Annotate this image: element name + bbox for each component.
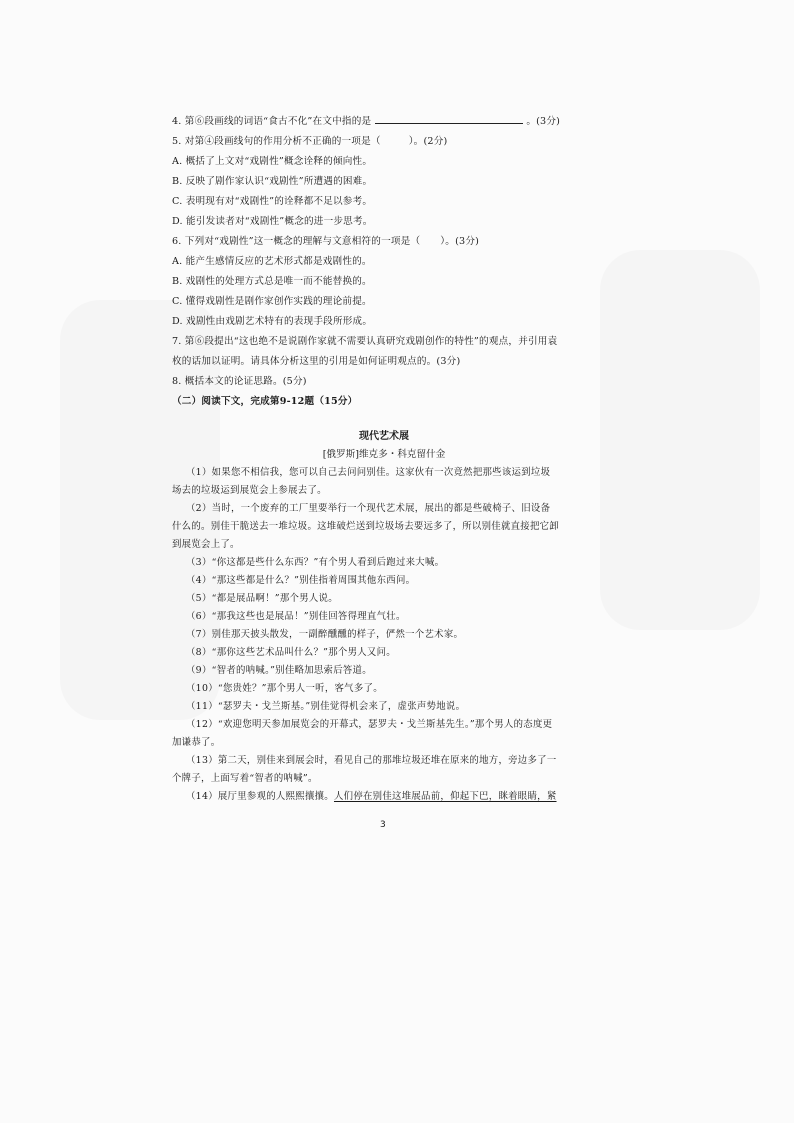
paragraph-5: （5）“都是展品啊！”那个男人说。 [186,593,338,604]
paragraph-14-text: （14）展厅里参观的人熙熙攘攘。 [186,791,334,802]
question-5-stem: 5. 对第④段画线句的作用分析不正确的一项是（ [172,136,381,147]
answer-blank [375,112,523,124]
question-8: 8. 概括本文的论证思路。(5分) [172,376,307,387]
option-a: A. 概括了上文对“戏剧性”概念诠释的倾向性。 [172,156,373,167]
paragraph-7: （7）别佳那天披头散发，一副醉醺醺的样子，俨然一个艺术家。 [186,629,464,640]
paragraph-2-cont: 什么的。别佳干脆送去一堆垃圾。这堆破烂送到垃圾场去要远多了，所以别佳就直接把它卸 [172,521,560,532]
paragraph-14-underlined: 人们停在别佳这堆展品前，仰起下巴，眯着眼睛，紧 [333,791,557,802]
question-5 [172,132,596,152]
paragraph-4: （4）“那这些都是什么？”别佳指着周围其他东西问。 [186,575,416,586]
paragraph-1-cont: 场去的垃圾运到展览会上参展去了。 [172,485,327,496]
question-4-text: 4. 第⑥段画线的词语“食古不化”在文中指的是 [172,116,372,127]
page-number: 3 [380,820,386,830]
paragraph-10: （10）“您贵姓？”那个男人一听，客气多了。 [186,683,383,694]
scan-shadow [600,250,760,630]
paragraph-1: （1）如果您不相信我，您可以自己去问问别佳。这家伙有一次竟然把那些该运到垃圾 [186,467,551,478]
option-b: B. 反映了剧作家认识“戏剧性”所遭遇的困难。 [172,176,373,187]
option-a: A. 能产生感情反应的艺术形式都是戏剧性的。 [172,256,372,267]
paragraph-11: （11）“瑟罗夫・戈兰斯基。”别佳觉得机会来了，虚张声势地说。 [186,701,466,712]
paragraph-2: （2）当时，一个废弃的工厂里要举行一个现代艺术展，展出的都是些破椅子、旧设备 [186,503,551,514]
option-d: D. 戏剧性由戏剧艺术特有的表现手段所形成。 [172,316,373,327]
question-4 [172,112,596,132]
option-c: C. 懂得戏剧性是剧作家创作实践的理论前提。 [172,296,372,307]
paragraph-9: （9）“智者的呐喊。”别佳略加思索后答道。 [186,665,372,676]
question-6-score: ）。(3分) [440,236,480,247]
question-5-score: ）。(2分) [408,136,448,147]
paragraph-8: （8）“那你这些艺术品叫什么？”那个男人又问。 [186,647,396,658]
paragraph-6: （6）“那我这些也是展品！”别佳回答得理直气壮。 [186,611,406,622]
question-4-score: 。(3分) [526,116,561,127]
story-author: [俄罗斯]维克多・科克留什金 [322,449,446,460]
paragraph-13: （13）第二天，别佳来到展会时，看见自己的那堆垃圾还堆在原来的地方，旁边多了一 [186,755,557,766]
paragraph-14 [172,788,596,806]
option-b: B. 戏剧性的处理方式总是唯一而不能替换的。 [172,276,372,287]
paragraph-2-cont: 到展览会上了。 [172,539,240,550]
question-7-line-2: 枚的话加以证明。请具体分析这里的引用是如何证明观点的。(3分) [172,356,461,367]
page-content [172,112,596,806]
option-c: C. 表明现有对“戏剧性”的诠释都不足以参考。 [172,196,373,207]
question-6 [172,232,596,252]
paragraph-12: （12）“欢迎您明天参加展览会的开幕式，瑟罗夫・戈兰斯基先生。”那个男人的态度更 [186,719,553,730]
paragraph-3: （3）“你这都是些什么东西？”有个男人看到后跑过来大喊。 [186,557,445,568]
paragraph-12-cont: 加谦恭了。 [172,737,221,748]
question-6-stem: 6. 下列对“戏剧性”这一概念的理解与文意相符的一项是（ [172,236,421,247]
section-heading: （二）阅读下文，完成第9-12题（15分） [172,396,358,407]
paragraph-13-cont: 个牌子，上面写着“智者的呐喊”。 [172,773,318,784]
option-d: D. 能引发读者对“戏剧性”概念的进一步思考。 [172,216,373,227]
story-title: 现代艺术展 [359,431,409,442]
question-7-line-1: 7. 第⑥段提出“这也绝不是说剧作家就不需要认真研究戏剧创作的特性”的观点，并引用袁 [172,336,558,347]
